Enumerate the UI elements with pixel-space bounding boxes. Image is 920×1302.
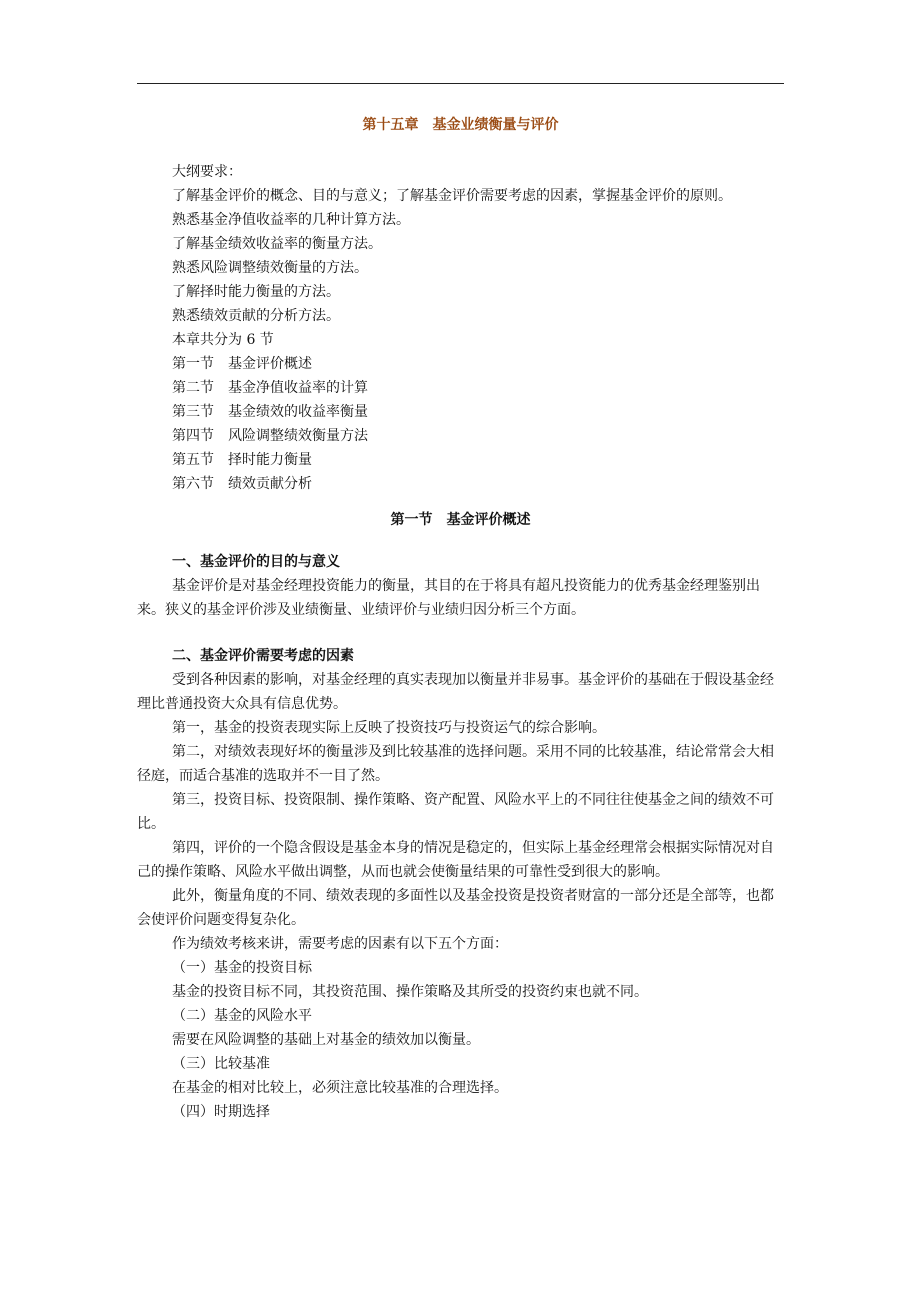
paragraph: 第一，基金的投资表现实际上反映了投资技巧与投资运气的综合影响。: [172, 720, 606, 736]
paragraph: 第三，投资目标、投资限制、操作策略、资产配置、风险水平上的不同往往使基金之间的绩效不可比。: [137, 792, 774, 832]
document-body: [137, 160, 784, 1124]
paragraph: 第二，对绩效表现好坏的衡量涉及到比较基准的选择问题。采用不同的比较基准，结论常常会大相径庭，而适合基准的选取并不一目了然。: [137, 744, 774, 784]
factor-text: 在基金的相对比较上，必须注意比较基准的合理选择。: [172, 1080, 508, 1096]
factor-label: （一）基金的投资目标: [172, 960, 312, 976]
factor-label: （四）时期选择: [172, 1104, 270, 1120]
paragraph: 此外，衡量角度的不同、绩效表现的多面性以及基金投资是投资者财富的一部分还是全部等，也都会使评价问题变得复杂化。: [137, 888, 774, 928]
factor-label: （三）比较基准: [172, 1056, 270, 1072]
section-list-item: 第二节 基金净值收益率的计算: [172, 380, 368, 396]
section-list-item: 第一节 基金评价概述: [172, 356, 312, 372]
header-rule: [137, 83, 784, 84]
paragraph: 基金评价是对基金经理投资能力的衡量，其目的在于将具有超凡投资能力的优秀基金经理鉴别出来。狭义的基金评价涉及业绩衡量、业绩评价与业绩归因分析三个方面。: [137, 578, 760, 618]
outline-item: 了解基金评价的概念、目的与意义；了解基金评价需要考虑的因素，掌握基金评价的原则。: [172, 188, 732, 204]
factor-text: 需要在风险调整的基础上对基金的绩效加以衡量。: [172, 1032, 480, 1048]
outline-label: 大纲要求：: [172, 164, 242, 180]
factor-label: （二）基金的风险水平: [172, 1008, 312, 1024]
paragraph: 第四，评价的一个隐含假设是基金本身的情况是稳定的，但实际上基金经理常会根据实际情况对自己的操作策略、风险水平做出调整，从而也就会使衡量结果的可靠性受到很大的影响。: [137, 840, 774, 880]
heading-purpose: 一、基金评价的目的与意义: [172, 554, 340, 570]
heading-factors: 二、基金评价需要考虑的因素: [172, 648, 354, 664]
chapter-title: 第十五章 基金业绩衡量与评价: [362, 117, 559, 133]
sections-intro: 本章共分为 6 节: [172, 332, 274, 348]
outline-item: 了解择时能力衡量的方法。: [172, 284, 340, 300]
section-title: 第一节 基金评价概述: [390, 512, 531, 528]
section-list-item: 第六节 绩效贡献分析: [172, 476, 312, 492]
outline-item: 熟悉基金净值收益率的几种计算方法。: [172, 212, 410, 228]
paragraph: 受到各种因素的影响，对基金经理的真实表现加以衡量并非易事。基金评价的基础在于假设基金经理比普通投资大众具有信息优势。: [137, 672, 774, 712]
section-list-item: 第五节 择时能力衡量: [172, 452, 312, 468]
factor-text: 基金的投资目标不同，其投资范围、操作策略及其所受的投资约束也就不同。: [172, 984, 648, 1000]
paragraph: 作为绩效考核来讲，需要考虑的因素有以下五个方面：: [172, 936, 508, 952]
section-list-item: 第四节 风险调整绩效衡量方法: [172, 428, 368, 444]
outline-item: 熟悉绩效贡献的分析方法。: [172, 308, 340, 324]
outline-item: 了解基金绩效收益率的衡量方法。: [172, 236, 382, 252]
section-list-item: 第三节 基金绩效的收益率衡量: [172, 404, 368, 420]
outline-item: 熟悉风险调整绩效衡量的方法。: [172, 260, 368, 276]
